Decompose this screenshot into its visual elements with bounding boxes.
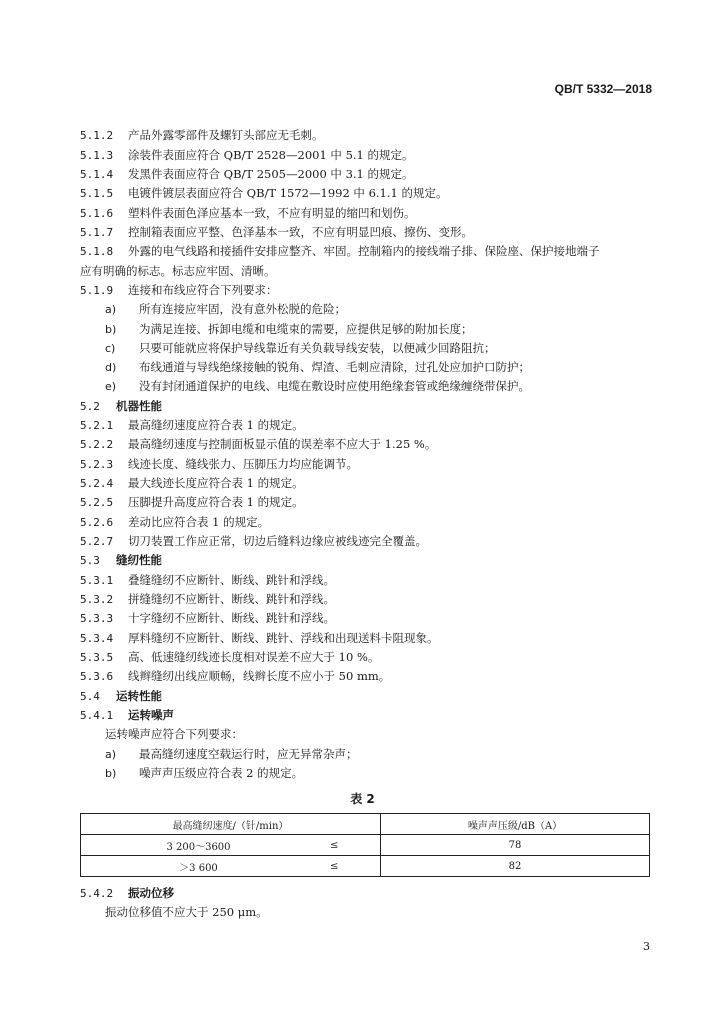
page-number: 3 [643, 940, 650, 953]
clause-line [80, 455, 358, 474]
clause-text: 最高缝纫速度应符合表 1 的规定。 [128, 418, 304, 432]
section-heading [80, 687, 162, 706]
clause-text: 振动位移值不应大于 250 μm。 [105, 905, 268, 919]
list-text: 最高缝纫速度空载运行时，应无异常杂声； [139, 747, 358, 761]
section-number: 5.3 [80, 554, 100, 567]
le-symbol-cell: ≤ [316, 835, 381, 856]
le-symbol-cell: ≤ [316, 856, 381, 877]
clause-text: 连接和布线应符合下列要求： [128, 283, 278, 297]
clause-number: 5.3.3 [80, 612, 114, 625]
table-row [81, 856, 650, 877]
clause-text: 厚料缝纫不应断针、断线、跳针、浮线和出现送料卡阻现象。 [128, 631, 439, 645]
noise-cell: 78 [381, 835, 650, 856]
list-text: 所有连接应牢固，没有意外松脱的危险； [139, 302, 346, 316]
list-text: 噪声声压级应符合表 2 的规定。 [139, 766, 304, 780]
clause-text: 线辫缝纫出线应顺畅，线辫长度不应小于 50 mm。 [128, 669, 391, 683]
clause-number: 5.2.7 [80, 535, 114, 548]
section-number: 5.4 [80, 690, 100, 703]
clause-text: 线迹长度、缝线张力、压脚压力均应能调节。 [128, 457, 358, 471]
clause-number: 5.3.5 [80, 651, 114, 664]
list-label: a) [105, 748, 117, 761]
clause-text: 涂装件表面应符合 QB/T 2528—2001 中 5.1 的规定。 [128, 148, 414, 162]
clause-number: 5.1.6 [80, 207, 114, 220]
clause-text: 叠缝缝纫不应断针、断线、跳针和浮线。 [128, 573, 335, 587]
clause-intro: 运转噪声应符合下列要求： [105, 727, 243, 741]
clause-line [80, 223, 473, 242]
clause-line [80, 204, 416, 223]
list-item [105, 377, 530, 396]
clause-number: 5.2.1 [80, 419, 114, 432]
clause-text: 十字缝纫不应断针、断线、跳针和浮线。 [128, 611, 335, 625]
clause-text: 电镀件镀层表面应符合 QB/T 1572—1992 中 6.1.1 的规定。 [128, 186, 448, 200]
clause-text: 高、低速缝纫线迹长度相对误差不应大于 10 %。 [128, 650, 380, 664]
table-header-row [81, 814, 650, 835]
subsection-heading [80, 884, 174, 903]
clause-text: 塑料件表面色泽应基本一致，不应有明显的缩凹和划伤。 [128, 206, 416, 220]
clause-line [80, 513, 269, 532]
table-row [81, 835, 650, 856]
section-heading [80, 551, 162, 570]
clause-text: 最高缝纫速度与控制面板显示值的误差率不应大于 1.25 %。 [128, 437, 437, 451]
clause-text: 切刀装置工作应正常，切边后缝料边缘应被线迹完全覆盖。 [128, 534, 427, 548]
list-item [105, 339, 496, 358]
clause-line [80, 629, 439, 648]
subsection-heading [80, 706, 174, 725]
table-header-noise: 噪声声压级/dB（A） [381, 814, 650, 835]
clause-number: 5.1.2 [80, 129, 114, 142]
section-title: 运转性能 [116, 689, 162, 703]
clause-line [80, 590, 335, 609]
clause-number: 5.2.4 [80, 477, 114, 490]
clause-number: 5.3.1 [80, 574, 114, 587]
section-number: 5.2 [80, 400, 100, 413]
clause-number: 5.2.6 [80, 516, 114, 529]
clause-number: 5.3.2 [80, 593, 114, 606]
clause-number: 5.1.7 [80, 226, 114, 239]
clause-line [80, 242, 600, 261]
clause-line [80, 571, 335, 590]
clause-text: 外露的电气线路和接插件安排应整齐、牢固。控制箱内的接线端子排、保险座、保护接地端子 [128, 244, 600, 258]
clause-number: 5.2.3 [80, 458, 114, 471]
clause-line [80, 609, 335, 628]
clause-line [80, 667, 390, 686]
clause-line [80, 474, 304, 493]
clause-text: 控制箱表面应平整、色泽基本一致，不应有明显凹痕、擦伤、变形。 [128, 225, 473, 239]
clause-continuation: 应有明确的标志。标志应牢固、清晰。 [80, 264, 276, 278]
list-label: e) [105, 380, 117, 393]
section-title: 机器性能 [116, 399, 162, 413]
clause-number: 5.1.4 [80, 168, 114, 181]
table-caption: 表 2 [350, 792, 375, 806]
list-item [105, 300, 346, 319]
clause-text: 差动比应符合表 1 的规定。 [128, 515, 270, 529]
list-label: b) [105, 767, 117, 780]
subsection-title: 振动位移 [128, 886, 174, 900]
list-label: d) [105, 361, 117, 374]
clause-line [80, 184, 448, 203]
standard-code: QB/T 5332—2018 [554, 82, 652, 96]
list-item [105, 745, 358, 764]
clause-line [80, 165, 414, 184]
list-text: 只要可能就应将保护导线靠近有关负载导线安装，以便减少回路阻抗； [139, 341, 496, 355]
clause-number: 5.2.2 [80, 438, 114, 451]
speed-cell: ＞3 600 [81, 856, 317, 877]
section-title: 缝纫性能 [116, 553, 162, 567]
clause-line [80, 435, 436, 454]
list-label: b) [105, 323, 117, 336]
clause-number: 5.1.3 [80, 149, 114, 162]
clause-text: 最大线迹长度应符合表 1 的规定。 [128, 476, 304, 490]
clause-number: 5.1.5 [80, 187, 114, 200]
list-item [105, 358, 530, 377]
speed-cell: 3 200～3600 [81, 835, 317, 856]
noise-table [80, 813, 650, 877]
table-header-speed: 最高缝纫速度/（针/min） [81, 814, 381, 835]
list-item [105, 764, 303, 783]
clause-number: 5.3.6 [80, 670, 114, 683]
section-heading [80, 397, 162, 416]
clause-number: 5.1.9 [80, 284, 114, 297]
subsection-number: 5.4.1 [80, 709, 114, 722]
list-item [105, 320, 473, 339]
clause-number: 5.1.8 [80, 245, 114, 258]
clause-line [80, 281, 278, 300]
clause-line [80, 648, 379, 667]
clause-line [80, 493, 304, 512]
list-label: a) [105, 303, 117, 316]
subsection-number: 5.4.2 [80, 887, 114, 900]
list-label: c) [105, 342, 116, 355]
clause-number: 5.3.4 [80, 632, 114, 645]
clause-text: 产品外露零部件及螺钉头部应无毛刺。 [128, 128, 324, 142]
clause-line [80, 416, 304, 435]
subsection-title: 运转噪声 [128, 708, 174, 722]
clause-line [80, 126, 324, 145]
clause-text: 发黑件表面应符合 QB/T 2505—2000 中 3.1 的规定。 [128, 167, 414, 181]
list-text: 布线通道与导线绝缘接触的锐角、焊渣、毛刺应清除，过孔处应加护口防护； [139, 360, 530, 374]
clause-line [80, 532, 427, 551]
clause-text: 拼缝缝纫不应断针、断线、跳针和浮线。 [128, 592, 335, 606]
list-text: 没有封闭通道保护的电线、电缆在敷设时应使用绝缘套管或绝缘缠绕带保护。 [139, 379, 530, 393]
clause-line [80, 146, 414, 165]
list-text: 为满足连接、拆卸电缆和电缆束的需要，应提供足够的附加长度； [139, 322, 473, 336]
clause-text: 压脚提升高度应符合表 1 的规定。 [128, 495, 304, 509]
clause-number: 5.2.5 [80, 496, 114, 509]
noise-cell: 82 [381, 856, 650, 877]
